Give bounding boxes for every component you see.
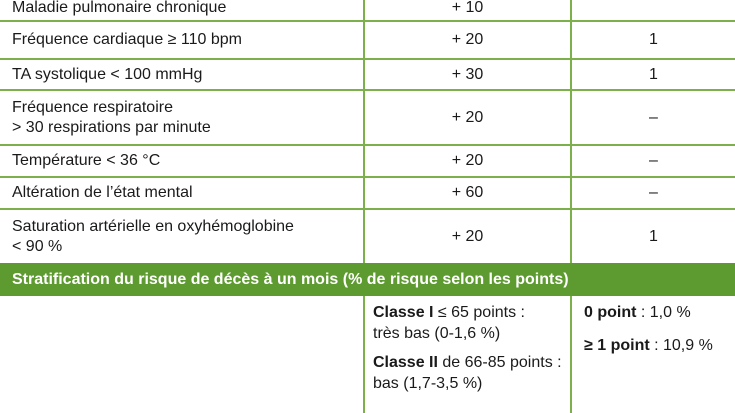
criterion-cell (0, 91, 365, 144)
table-row (0, 210, 735, 263)
criterion-cell (0, 210, 365, 263)
risk-class-2 (373, 352, 570, 394)
criterion-line: Altération de l’état mental (12, 184, 193, 201)
mortality-0-point (584, 302, 735, 323)
class-label: Classe I (373, 304, 434, 321)
points-cell: + 10 (365, 0, 572, 20)
criterion-cell (0, 146, 365, 176)
points-cell: + 60 (365, 178, 572, 208)
points-cell: + 30 (365, 60, 572, 89)
mortality-value: : 10,9 % (649, 337, 713, 354)
criterion-line: Saturation artérielle en oxyhémoglobine (12, 217, 294, 235)
criterion-cell (0, 178, 365, 208)
table-row (0, 60, 735, 91)
criterion-cell (0, 60, 365, 89)
simplified-cell (572, 0, 735, 20)
mortality-label: 0 point (584, 304, 637, 321)
table-row (0, 0, 735, 22)
simplified-cell: 1 (649, 65, 658, 83)
criterion-line: Maladie pulmonaire chronique (12, 0, 227, 16)
risk-stratification-row (0, 296, 735, 413)
criterion-line: TA systolique < 100 mmHg (12, 65, 203, 83)
simplified-cell: 1 (649, 31, 658, 48)
criterion-line: < 90 % (12, 237, 63, 255)
points-cell: + 20 (365, 210, 572, 263)
points-cell: + 20 (365, 22, 572, 58)
criterion-line: > 30 respirations par minute (12, 118, 211, 136)
table-row (0, 178, 735, 210)
class-risk: très bas (0-1,6 %) (373, 325, 501, 342)
class-text: de 66-85 points : (437, 354, 562, 371)
mortality-label: ≥ 1 point (584, 337, 650, 354)
criterion-cell (0, 0, 365, 20)
table-row (0, 146, 735, 178)
section-header: Stratification du risque de décès à un mois (% de risque selon les points) (0, 263, 735, 296)
class-risk: bas (1,7-3,5 %) (373, 375, 483, 392)
table-row (0, 91, 735, 146)
criterion-line: Fréquence respiratoire (12, 98, 173, 116)
simplified-cell: – (649, 184, 658, 201)
points-cell: + 20 (365, 146, 572, 176)
criterion-cell (0, 22, 365, 58)
simplified-cell: – (649, 108, 658, 126)
table-row (0, 22, 735, 60)
risk-classes-cell (365, 296, 572, 413)
mortality-1-point (584, 335, 735, 356)
criterion-line: Température < 36 °C (12, 152, 161, 169)
simplified-mortality-cell (572, 296, 735, 413)
empty-cell (0, 296, 365, 413)
class-label: Classe II (373, 354, 438, 371)
simplified-cell: – (649, 152, 658, 169)
criterion-line: Fréquence cardiaque ≥ 110 bpm (12, 31, 242, 48)
simplified-cell: 1 (649, 227, 658, 245)
class-text: ≤ 65 points : (433, 304, 525, 321)
mortality-value: : 1,0 % (636, 304, 691, 321)
risk-class-1 (373, 302, 570, 344)
points-cell: + 20 (365, 91, 572, 144)
